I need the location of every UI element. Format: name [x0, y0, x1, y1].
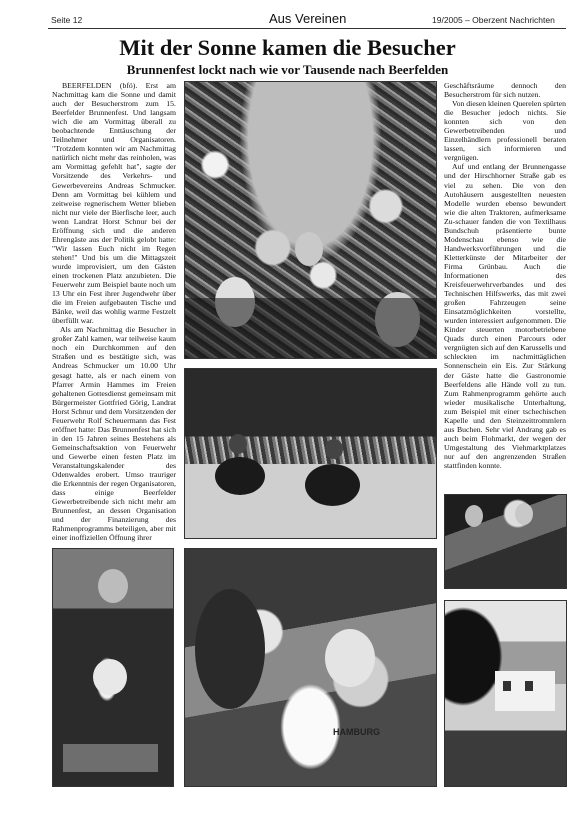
- quad-parcours-photo: [184, 368, 437, 539]
- section-title: Aus Vereinen: [269, 11, 347, 26]
- page-number: Seite 12: [51, 15, 83, 25]
- visitors-photo: [444, 494, 567, 589]
- subheadline: Brunnenfest lockt nach wie vor Tausende nach Beerfelden: [126, 62, 449, 77]
- article-column-1: [52, 81, 176, 573]
- issue-info: 19/2005 – Oberzent Nachrichten: [432, 15, 555, 25]
- paragraph: Von diesen kleinen Querelen spürten die Besucher jedoch nichts. Sie konnten sich von den Gewerbetreibenden und Einzelhändlern professionell beraten lassen, sich informieren und vergnügen.: [444, 99, 566, 163]
- shirt-text: HAMBURG: [333, 727, 380, 737]
- header-rule: [48, 28, 566, 29]
- house-photo: [444, 600, 567, 787]
- crowd-street-photo: [184, 81, 437, 359]
- face-painting-photo: [184, 548, 437, 787]
- headline: Mit der Sonne kamen die Besucher: [119, 35, 456, 60]
- article-column-3: [444, 81, 566, 483]
- doll-photo: [52, 548, 174, 787]
- paragraph: BEERFELDEN (bfö). Erst am Nachmittag kam die Sonne und damit auch der Besucherstrom zum 15. Beerfelder Brunnenfest. Und langsam wich die am Vormittag überall zu beobachtende Enttäuschung der Teilnehmer und Organisatoren. "Trotzdem konnten wir am Nachmittag natürlich nicht mehr das reinholen, was am Vormittag gefehlt hat", sagte der Vorsitzende des Verkehrs- und Gewerbevereins Andreas Schmucker. Denn am Vormittag bei kühlem und zeitweise regnerischem Wetter blieben nicht nur viele der Bierfische leer, auch wenn Landrat Horst Schnur bei der Eröffnung sich und die anderen Ehrengäste aus der Politik gelobt hatte: "Wir lassen Euch nicht im Regen stehen!" Und bis um die Mittagszeit wurde improvisiert, um den Gästen einen trockenen Platz anzubieten. Die Feuerwehr zum Beispiel baute noch um 13 Uhr ein Fest ihrer Jugendwehr über die im Freien aufgebauten Tische und Bänke, weil das wohlig warme Festzelt überfüllt war.: [52, 81, 176, 326]
- paragraph: Geschäftsräume dennoch den Besucherstrom für sich nutzen.: [444, 81, 566, 100]
- paragraph: Als am Nachmittag die Besucher in großer Zahl kamen, war teilweise kaum noch ein Durchkommen auf den Straßen und es bestätigte sich, was Andreas Schmucker um 10.00 Uhr gesagt hatte, als er nach einem von Pfarrer Armin Hammes im Freien gehaltenen Gottesdienst gemeinsam mit Bürgermeister Gottfried Görig, Landrat Horst Schnur und dem Vorsitzenden der Feuerwehr Rolf Scheuermann das Fest eröffnet hatte: Das Brunnenfest hat sich in den 15 Jahren seines Bestehens als Gemeinschaftsaktion von Feuerwehr und Gewerbe einen festen Platz im Veranstaltungskalender des Odenwaldes erobert. Umso trauriger die Erkenntnis der regen Organisatoren, dass einige Beerfelder Gewerbetreibende sich nicht mehr am Brunnenfest, an dessen Organisation und der Finanzierung des Rahmenprogramms beteiligen, aber mit einer inoffiziellen Öffnung ihrer: [52, 325, 176, 543]
- paragraph: Auf und entlang der Brunnengasse und der Hirschhorner Straße gab es viel zu sehen. Die von den Autohäusern ausgestellten neuesten Modelle wurden ebenso bewundert wie die alten Traktoren, aufmerksame Zu-schauer fanden die von Textilhaus Bundschuh präsentierte bunte Modenschau ebenso wie die Handwerksvorführungen und die Kletterkünste der Mitarbeiter der Firma Grünbau. Auch die Informationen des Kreisfeuerwehrverbandes und des Technischen Hilfswerks, das mit zwei großen Fahrzeugen seine Einsatzmöglichkeiten vorstellte, wurden interessiert aufgenommen. Die Kinder steuerten motorbetriebene Quads durch einen Parcours oder vergnügten sich auf den Karussells und schleckten im nachmittäglichen Sonnenschein ein Eis. Zur Stärkung der Gäste hatte die Gastronomie Beerfeldens alle Hände voll zu tun. Zum Rahmenprogramm gehörte auch wieder musikalische Unterhaltung, zum Beispiel mit einer tschechischen Kapelle und den Steinzeittrommlern aus Buchen. Sehr viel Andrang gab es auch beim Flohmarkt, der wegen der Umgestaltung des Viehmarktplatzes nur auf den angrenzenden Straßen stattfinden konnte.: [444, 162, 566, 470]
